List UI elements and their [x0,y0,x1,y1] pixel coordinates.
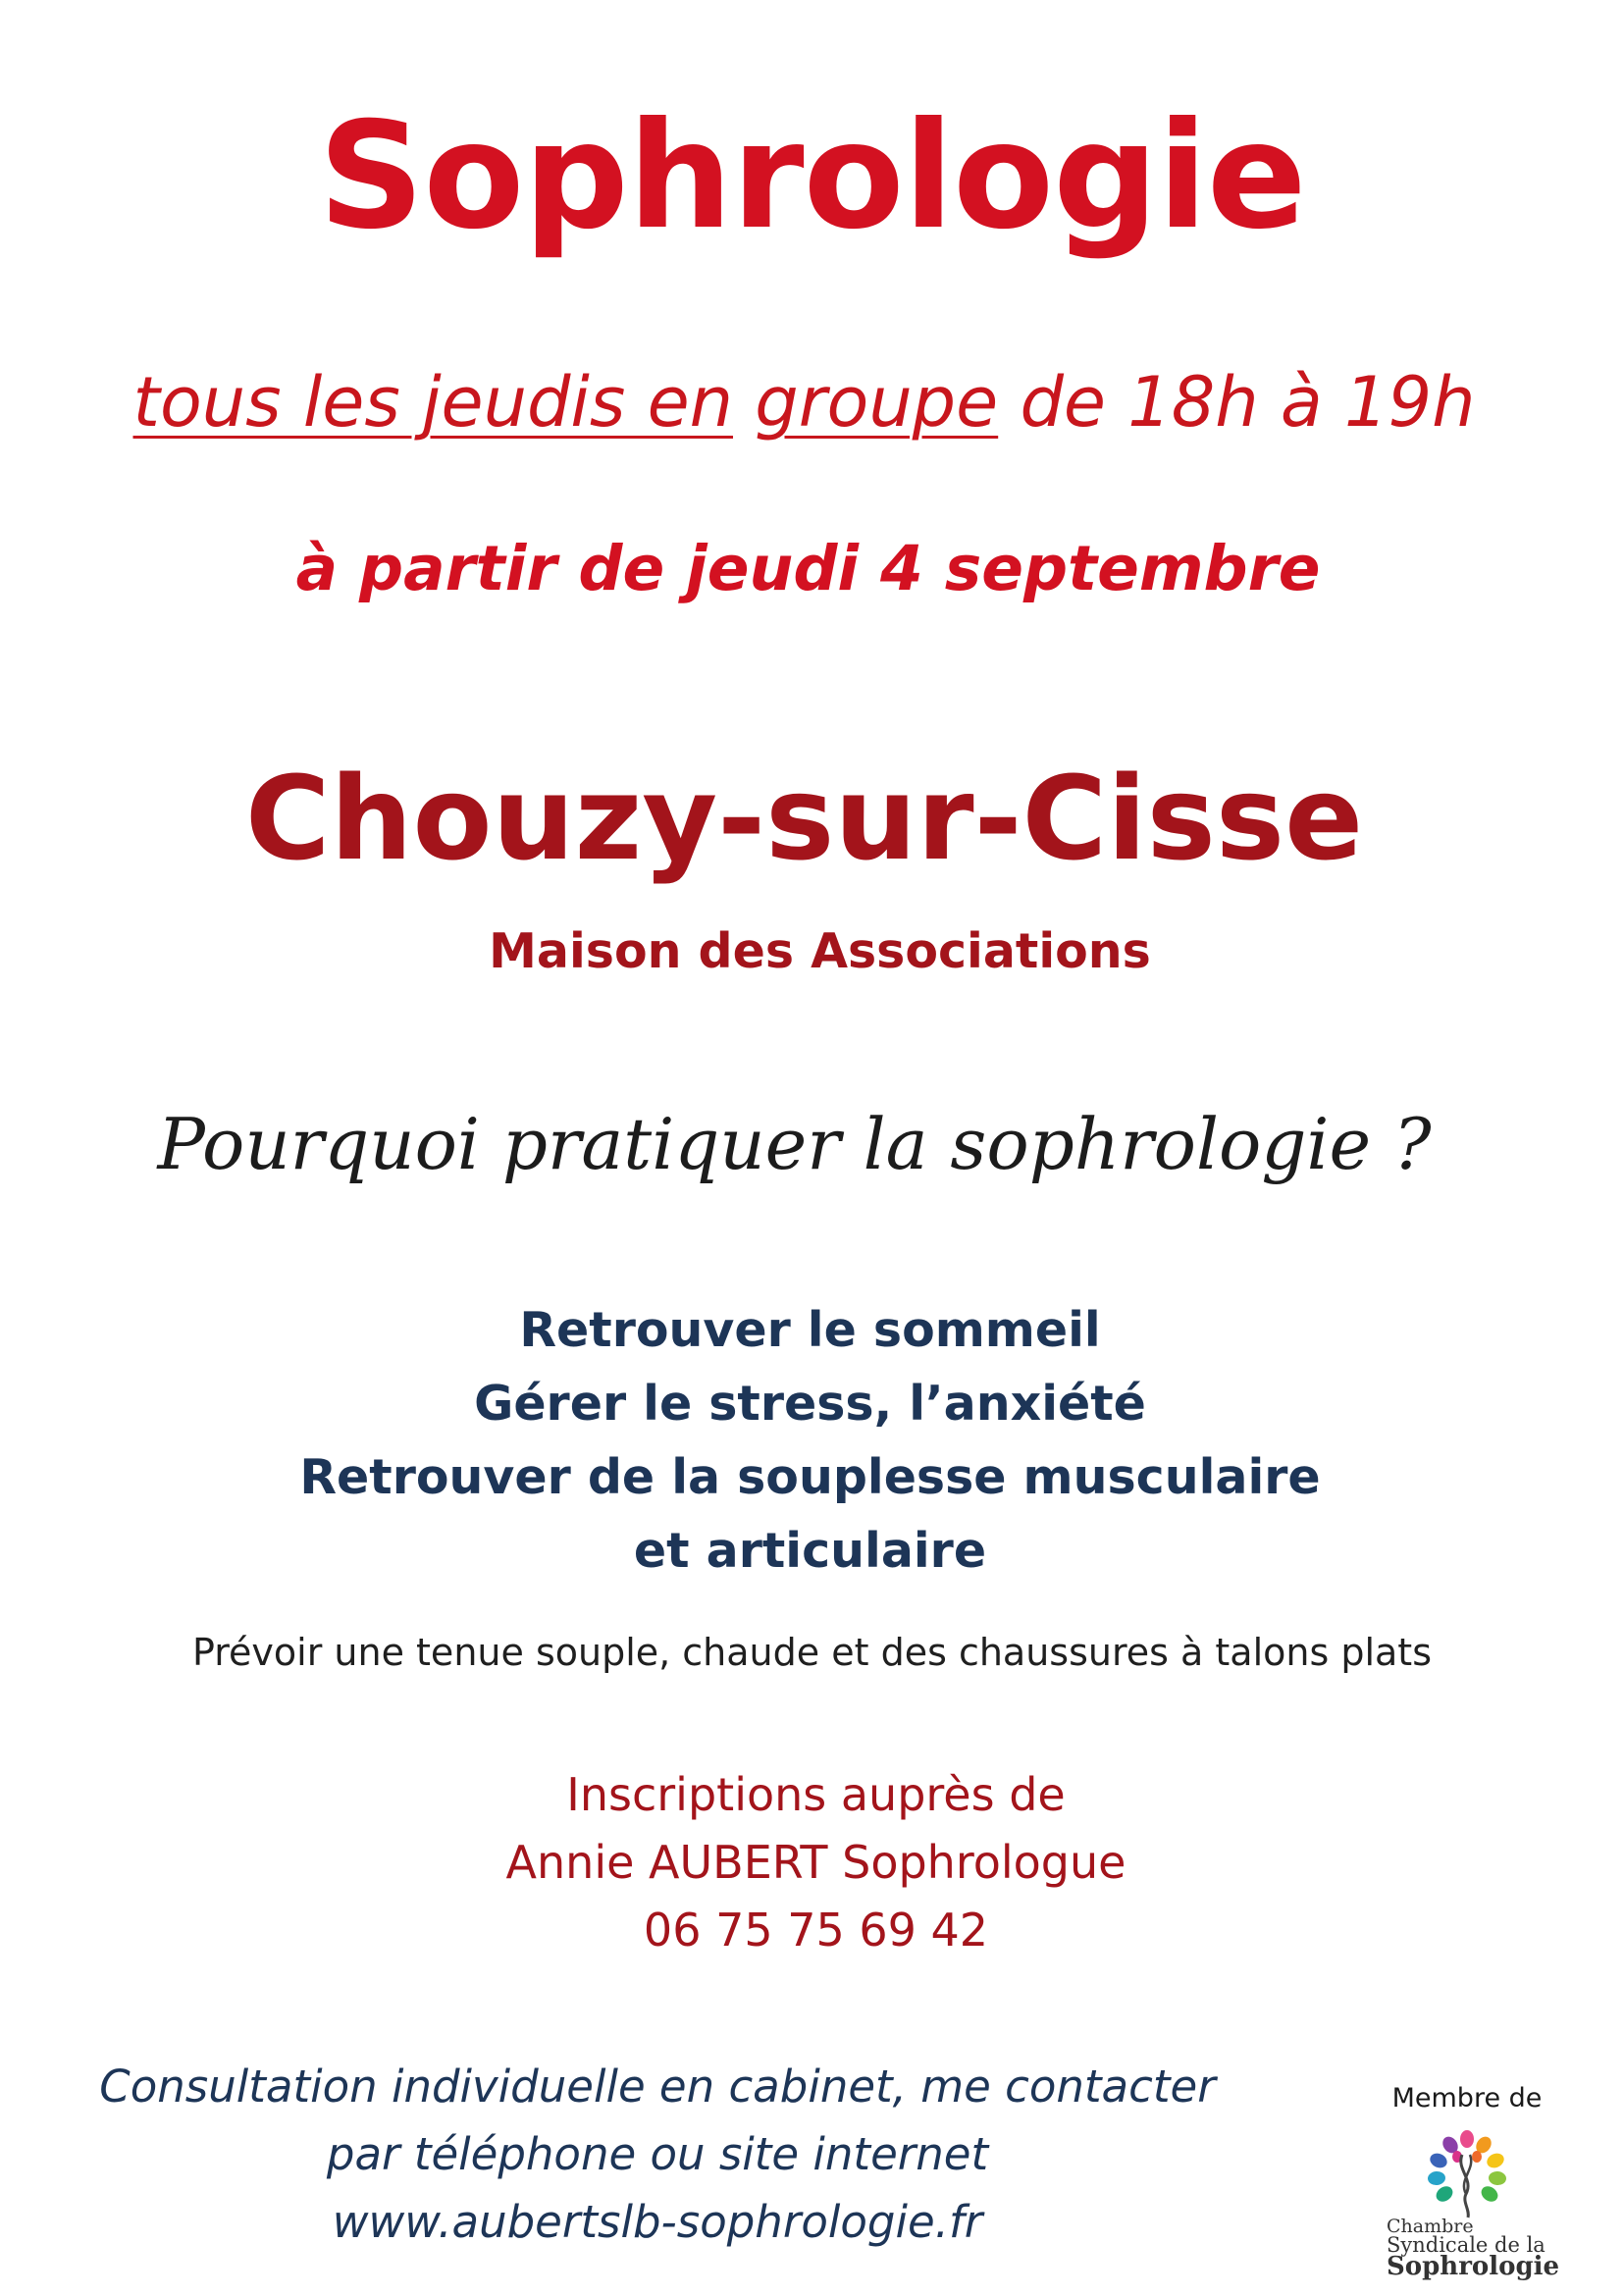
schedule-group: groupe [755,362,999,443]
flower-logo-icon [1413,2125,1521,2218]
consultation-block [98,2053,1217,2256]
page-title: Sophrologie [318,91,1306,262]
benefit-item: et articulaire [633,1523,987,1579]
registration-phone: 06 75 75 69 42 [643,1904,989,1957]
start-date: à partir de jeudi 4 septembre [295,533,1321,604]
benefits-list [0,1293,1622,1588]
clothing-note: Prévoir une tenue souple, chaude et des chaussures à talons plats [192,1631,1432,1674]
registration-intro: Inscriptions auprès de [566,1768,1066,1821]
town-name: Chouzy-sur-Cisse [244,751,1364,886]
benefit-item: Retrouver de la souplesse musculaire [299,1449,1321,1505]
membership-badge [1369,2083,1565,2281]
consultation-line-1: Consultation individuelle en cabinet, me contacter [99,2061,1216,2113]
logo-text-line-3: Sophrologie [1387,2252,1560,2281]
registration-contact-name: Annie AUBERT Sophrologue [505,1836,1126,1889]
benefit-item: Gérer le stress, l’anxiété [474,1376,1146,1432]
website-link: www.aubertslb-sophrologie.fr [332,2196,983,2248]
registration-block [4,1761,1624,1964]
consultation-line-2: par téléphone ou site internet [326,2128,989,2180]
schedule-hours: de 18h à 19h [1020,362,1476,443]
why-heading: Pourquoi pratiquer la sophrologie ? [157,1103,1432,1185]
venue-name: Maison des Associations [489,923,1151,979]
membership-label: Membre de [1391,2083,1543,2113]
logo-text-line-1: Chambre [1387,2216,1474,2237]
schedule-line [0,362,1616,443]
logo-text-line-2: Syndicale de la [1387,2233,1545,2257]
schedule-days: tous les jeudis en [132,362,734,443]
benefit-item: Retrouver le sommeil [519,1302,1101,1358]
